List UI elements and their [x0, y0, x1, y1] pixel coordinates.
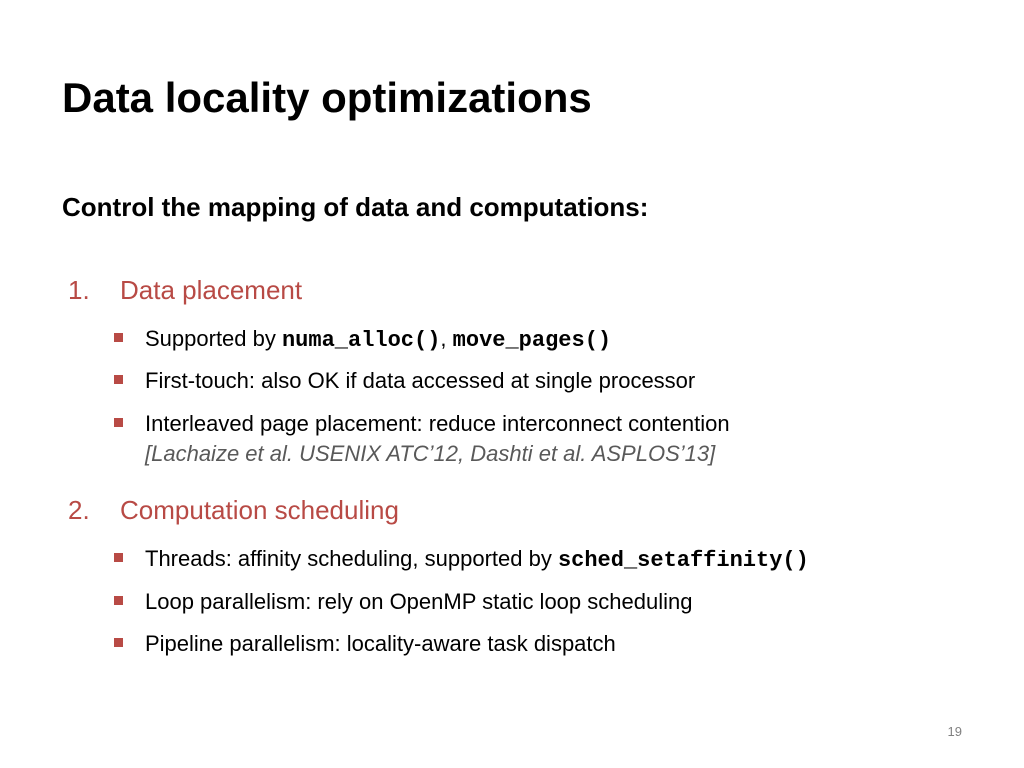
code-move-pages: move_pages(): [452, 328, 612, 353]
page-number: 19: [947, 724, 962, 739]
bullet-text: [145, 409, 730, 469]
bullet-text: [145, 324, 611, 356]
section-title: Computation scheduling: [120, 495, 399, 525]
section-number: 1.: [68, 275, 90, 305]
square-bullet-icon: [114, 333, 123, 342]
bullet-text: First-touch: also OK if data accessed at single processor: [145, 368, 696, 393]
bullet-text: Pipeline parallelism: locality-aware task dispatch: [145, 631, 616, 656]
square-bullet-icon: [114, 638, 123, 647]
bullet-text: [145, 544, 809, 576]
slide-subtitle: Control the mapping of data and computations:: [62, 192, 649, 222]
code-sched-setaffinity: sched_setaffinity(): [557, 548, 809, 573]
section-title: Data placement: [120, 275, 303, 305]
bullet-text: Loop parallelism: rely on OpenMP static loop scheduling: [145, 589, 693, 614]
square-bullet-icon: [114, 418, 123, 427]
section-heading-data-placement: [68, 273, 302, 307]
square-bullet-icon: [114, 596, 123, 605]
section-heading-computation-scheduling: [68, 493, 399, 527]
bullet-label: Interleaved page placement: reduce interconnect contention: [145, 411, 730, 436]
slide-title: Data locality optimizations: [62, 74, 592, 121]
square-bullet-icon: [114, 553, 123, 562]
bullet-label: Threads: affinity scheduling, supported by: [145, 546, 558, 571]
separator: ,: [440, 326, 447, 351]
bullet-label: Supported by: [145, 326, 282, 351]
square-bullet-icon: [114, 375, 123, 384]
citation: [Lachaize et al. USENIX ATC’12, Dashti et al. ASPLOS’13]: [145, 441, 716, 466]
code-numa-alloc: numa_alloc(): [281, 328, 441, 353]
section-number: 2.: [68, 495, 90, 525]
